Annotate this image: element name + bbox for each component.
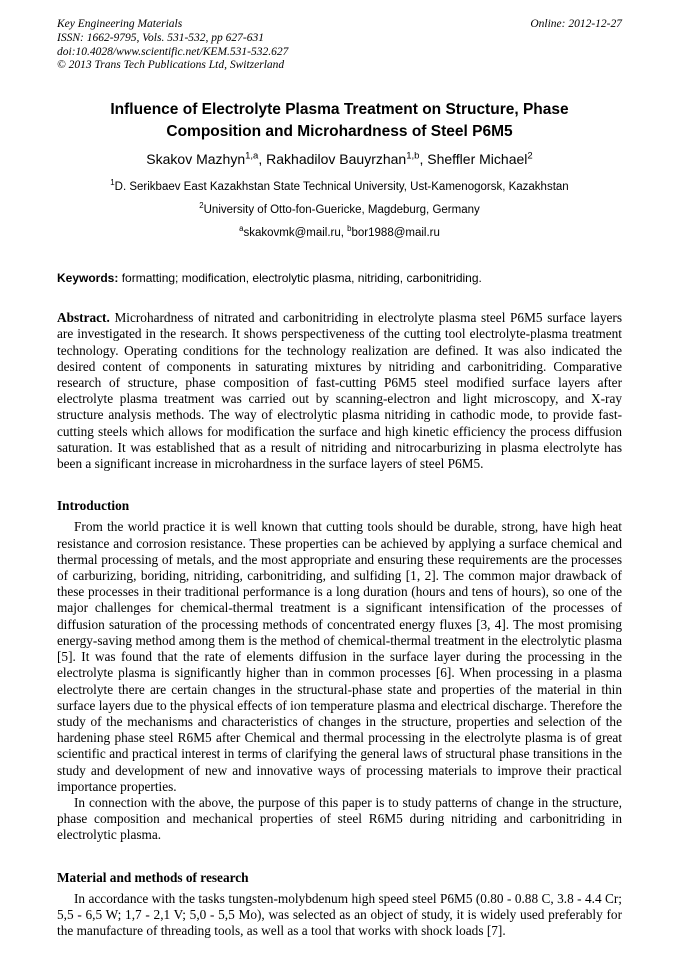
authors-line — [57, 150, 622, 168]
author-3-name: Sheffler Michael — [427, 150, 528, 167]
introduction-paragraph-2: In connection with the above, the purpose of this paper is to study patterns of change in the structure, phase composition and mechanical properties of steel R6M5 during nitriding and carbonitriding in electrolytic plasma. — [57, 795, 622, 843]
affiliation-2-text: University of Otto-fon-Guericke, Magdeburg, Germany — [203, 203, 480, 216]
email-2: bor1988@mail.ru — [351, 227, 440, 240]
affiliation-1 — [57, 177, 622, 195]
email-1-superscript: a — [239, 224, 244, 234]
author-2-superscript: 1,b — [406, 149, 420, 161]
author-1-name: Skakov Mazhyn — [146, 150, 246, 167]
abstract-text: Microhardness of nitrated and carbonitriding in electrolyte plasma steel P6M5 surface layers are investigated in the research. It shows perspectiveness of the cutting tool electrolyte-plasma treatment technology. Operating conditions for the technology realization are defined. It was also indicated the desired content of components in saturating mixtures by nitriding and carbonitriding. Comparative research of structure, phase composition of fast-cutting P6M5 steel modified surface layers after electrolyte plasma treatment was carried out by scanning-electron and light microscopy, and X-ray structure analysis methods. The way of electrolytic plasma nitriding in cathodic mode, to provide fast-cutting steels which allows for modification the surface and high kinetic efficiency the process diffusion saturation. It was established that as a result of nitriding and nitrocarburizing in plasma electrolyte has been a significant increase in microhardness in the surface layers of steel P6M5. — [57, 310, 622, 472]
author-1 — [146, 151, 266, 167]
online-date: Online: 2012-12-27 — [530, 18, 622, 30]
author-separator: , — [258, 150, 267, 167]
paper-title-line1: Influence of Electrolyte Plasma Treatment on Structure, Phase — [110, 101, 569, 119]
journal-copyright: © 2013 Trans Tech Publications Ltd, Switzerland — [57, 59, 285, 72]
author-1-superscript: 1,a — [245, 149, 259, 161]
journal-header — [57, 18, 622, 73]
journal-issn: ISSN: 1662-9795, Vols. 531-532, pp 627-631 — [57, 31, 264, 44]
keywords-text: formatting; modification, electrolytic plasma, nitriding, carbonitriding. — [118, 271, 482, 286]
journal-header-lines — [57, 18, 288, 73]
author-3 — [427, 151, 532, 167]
author-separator: , — [419, 150, 428, 167]
keywords-label: Keywords: — [57, 271, 119, 286]
paper-title — [57, 99, 622, 142]
affiliation-2 — [57, 200, 622, 218]
affiliation-1-text: D. Serikbaev East Kazakhstan State Technical University, Ust-Kamenogorsk, Kazakhstan — [114, 180, 569, 193]
journal-name: Key Engineering Materials — [57, 18, 183, 30]
keywords-line — [57, 271, 622, 286]
author-emails — [57, 224, 622, 241]
journal-doi: doi:10.4028/www.scientific.net/KEM.531-532.627 — [57, 45, 289, 58]
introduction-paragraph-1: From the world practice it is well known that cutting tools should be durable, strong, have high heat resistance and corrosion resistance. These properties can be achieved by applying a surface chemical and thermal processing of metals, and the most appropriate and ensuring these requirements are the processes of carburizing, boriding, nitriding, carbonitriding, and sulfiding [1, 2]. The common major drawback of these processes in their traditional performance is a long duration (hours and tens of hours), so one of the major challenges for chemical-thermal treatment is a significant intensification of the processes of diffusion saturation of the processing methods of concentrated energy fluxes [3, 4]. The most promising energy-saving method among them is the method of chemical-thermal treatment in the electrolytic plasma [5]. It was found that the rate of elements diffusion in the surface layer during the processing in the electrolyte plasma is significantly higher than in common processes [6]. When processing in a plasma electrolyte there are certain changes in the structural-phase state and properties of the material in thin surface layers due to the physical effects of ion temperature plasma and electrical discharge. Therefore the study of the mechanisms and characteristics of changes in the structure, properties and selection of the hardening phase steel R6M5 after Chemical and thermal processing in the electrolyte plasma is of great scientific and practical interest in terms of clarifying the general laws of structural phase transitions in the study and development of new and innovative ways of processing materials to improve their practical importance properties. — [57, 519, 622, 794]
section-heading-introduction: Introduction — [57, 498, 130, 514]
author-2 — [266, 151, 427, 167]
material-methods-paragraph-1: In accordance with the tasks tungsten-molybdenum high speed steel P6M5 (0.80 - 0.88 C, 3.8 - 4.4 Cr; 5,5 - 6,5 W; 1,7 - 2,1 V; 5,0 - 5,5 Mo), was selected as an object of study, it is widely used preferably for the manufacture of threading tools, as well as a tool that works with shock loads [7]. — [57, 890, 622, 939]
email-2-superscript: b — [347, 224, 352, 234]
affiliation-2-superscript: 2 — [199, 200, 204, 210]
email-1: skakovmk@mail.ru, — [243, 227, 348, 240]
paper-title-line2: Composition and Microhardness of Steel P6M5 — [166, 122, 513, 140]
abstract-label: Abstract. — [57, 310, 110, 326]
author-2-name: Rakhadilov Bauyrzhan — [266, 150, 407, 167]
affiliation-1-superscript: 1 — [110, 177, 115, 187]
section-heading-material-methods: Material and methods of research — [57, 869, 249, 885]
author-3-superscript: 2 — [527, 149, 533, 161]
abstract — [57, 310, 622, 472]
